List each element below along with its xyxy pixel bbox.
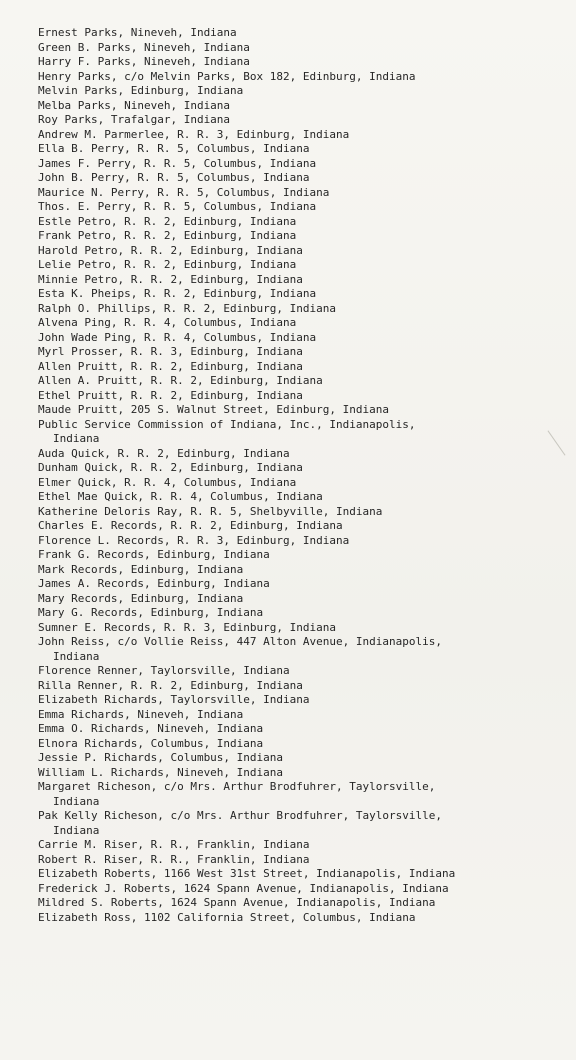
- address-entry-text: James A. Records, Edinburg, Indiana: [38, 577, 270, 590]
- address-entry: [38, 70, 568, 85]
- address-entry-text: Pak Kelly Richeson, c/o Mrs. Arthur Brodfuhrer, Taylorsville,: [38, 809, 442, 822]
- address-entry: [38, 418, 568, 447]
- address-entry: [38, 360, 568, 375]
- address-entry-text: Dunham Quick, R. R. 2, Edinburg, Indiana: [38, 461, 303, 474]
- address-entry-text: Ethel Mae Quick, R. R. 4, Columbus, Indiana: [38, 490, 323, 503]
- address-entry: [38, 157, 568, 172]
- address-entry-text: Allen A. Pruitt, R. R. 2, Edinburg, Indiana: [38, 374, 323, 387]
- address-entry: [38, 679, 568, 694]
- address-entry-text: Elizabeth Richards, Taylorsville, Indiana: [38, 693, 310, 706]
- address-entry: [38, 447, 568, 462]
- address-entry-text: Frank G. Records, Edinburg, Indiana: [38, 548, 270, 561]
- address-entry-text: John Reiss, c/o Vollie Reiss, 447 Alton Avenue, Indianapolis,: [38, 635, 442, 648]
- address-entry: [38, 171, 568, 186]
- address-entry: [38, 244, 568, 259]
- address-entry: [38, 128, 568, 143]
- address-entry: [38, 186, 568, 201]
- address-entry-text: Estle Petro, R. R. 2, Edinburg, Indiana: [38, 214, 297, 228]
- address-entry: [38, 345, 568, 360]
- address-entry-text: John Wade Ping, R. R. 4, Columbus, Indiana: [38, 330, 317, 344]
- address-entry: [38, 302, 568, 317]
- address-entry: [38, 882, 568, 897]
- address-entry: [38, 534, 568, 549]
- address-entry-text: Ella B. Perry, R. R. 5, Columbus, Indiana: [38, 142, 310, 155]
- address-entry-text: Robert R. Riser, R. R., Franklin, Indiana: [38, 852, 310, 866]
- address-entry: [38, 316, 568, 331]
- address-list: [38, 26, 568, 925]
- address-entry-text: Melba Parks, Nineveh, Indiana: [38, 98, 231, 112]
- address-entry: [38, 287, 568, 302]
- address-entry: [38, 780, 568, 809]
- address-entry-continuation: Indiana: [53, 823, 100, 837]
- address-entry: [38, 490, 568, 505]
- address-entry: [38, 737, 568, 752]
- address-entry: [38, 664, 568, 679]
- address-entry: [38, 708, 568, 723]
- address-entry: [38, 606, 568, 621]
- address-entry: [38, 389, 568, 404]
- address-entry-text: Mary Records, Edinburg, Indiana: [38, 591, 244, 605]
- address-entry: [38, 403, 568, 418]
- address-entry-text: Mary G. Records, Edinburg, Indiana: [38, 606, 264, 619]
- address-entry-text: Florence L. Records, R. R. 3, Edinburg, Indiana: [38, 533, 350, 547]
- address-entry-continuation: Indiana: [53, 794, 100, 808]
- address-entry: [38, 142, 568, 157]
- address-entry-text: Elizabeth Ross, 1102 California Street, Columbus, Indiana: [38, 910, 416, 924]
- address-entry-text: Henry Parks, c/o Melvin Parks, Box 182, Edinburg, Indiana: [38, 69, 416, 83]
- address-entry-text: Ernest Parks, Nineveh, Indiana: [38, 26, 237, 39]
- address-entry: [38, 621, 568, 636]
- address-entry-text: Ralph O. Phillips, R. R. 2, Edinburg, Indiana: [38, 301, 337, 315]
- address-entry: [38, 809, 568, 838]
- address-entry-text: Thos. E. Perry, R. R. 5, Columbus, Indiana: [38, 200, 317, 213]
- address-entry: [38, 867, 568, 882]
- address-entry: [38, 41, 568, 56]
- address-entry-text: Green B. Parks, Nineveh, Indiana: [38, 40, 250, 54]
- address-entry-text: Alvena Ping, R. R. 4, Columbus, Indiana: [38, 316, 297, 329]
- address-entry-text: Melvin Parks, Edinburg, Indiana: [38, 84, 244, 97]
- address-entry: [38, 99, 568, 114]
- address-entry-text: Katherine Deloris Ray, R. R. 5, Shelbyville, Indiana: [38, 504, 383, 518]
- address-entry-text: Lelie Petro, R. R. 2, Edinburg, Indiana: [38, 258, 297, 271]
- address-entry-continuation: Indiana: [53, 649, 100, 663]
- address-entry-text: Rilla Renner, R. R. 2, Edinburg, Indiana: [38, 678, 303, 692]
- address-entry-text: Charles E. Records, R. R. 2, Edinburg, Indiana: [38, 519, 343, 532]
- address-entry: [38, 461, 568, 476]
- address-entry: [38, 258, 568, 273]
- address-entry: [38, 751, 568, 766]
- address-entry: [38, 273, 568, 288]
- address-entry: [38, 838, 568, 853]
- address-entry-text: Harry F. Parks, Nineveh, Indiana: [38, 55, 250, 68]
- address-entry-text: Public Service Commission of Indiana, Inc., Indianapolis,: [38, 417, 416, 431]
- address-entry-text: John B. Perry, R. R. 5, Columbus, Indiana: [38, 171, 310, 184]
- address-entry: [38, 331, 568, 346]
- address-entry-text: Florence Renner, Taylorsville, Indiana: [38, 664, 290, 677]
- address-entry-text: Andrew M. Parmerlee, R. R. 3, Edinburg, Indiana: [38, 127, 350, 141]
- address-entry-continuation: Indiana: [53, 432, 100, 445]
- address-entry: [38, 766, 568, 781]
- address-entry: [38, 476, 568, 491]
- address-entry: [38, 722, 568, 737]
- address-entry-text: Esta K. Pheips, R. R. 2, Edinburg, Indiana: [38, 287, 317, 300]
- address-entry-text: Maude Pruitt, 205 S. Walnut Street, Edinburg, Indiana: [38, 403, 389, 416]
- address-entry-text: Sumner E. Records, R. R. 3, Edinburg, Indiana: [38, 620, 337, 634]
- address-entry-text: Minnie Petro, R. R. 2, Edinburg, Indiana: [38, 272, 303, 286]
- address-entry: [38, 693, 568, 708]
- address-entry-text: Maurice N. Perry, R. R. 5, Columbus, Indiana: [38, 185, 330, 199]
- address-entry: [38, 592, 568, 607]
- address-entry: [38, 215, 568, 230]
- address-entry-text: Jessie P. Richards, Columbus, Indiana: [38, 751, 284, 764]
- address-entry: [38, 200, 568, 215]
- address-entry-text: Elizabeth Roberts, 1166 West 31st Street, Indianapolis, Indiana: [38, 867, 456, 880]
- address-entry-text: Mark Records, Edinburg, Indiana: [38, 562, 244, 576]
- address-entry-text: Roy Parks, Trafalgar, Indiana: [38, 113, 231, 126]
- address-entry: [38, 55, 568, 70]
- address-entry: [38, 229, 568, 244]
- address-entry-text: Allen Pruitt, R. R. 2, Edinburg, Indiana: [38, 359, 303, 373]
- address-entry: [38, 374, 568, 389]
- address-entry-text: Carrie M. Riser, R. R., Franklin, Indiana: [38, 838, 310, 851]
- address-entry: [38, 896, 568, 911]
- address-entry: [38, 911, 568, 926]
- address-entry-text: Emma Richards, Nineveh, Indiana: [38, 707, 244, 721]
- address-entry-text: Mildred S. Roberts, 1624 Spann Avenue, Indianapolis, Indiana: [38, 896, 436, 909]
- address-entry-text: Myrl Prosser, R. R. 3, Edinburg, Indiana: [38, 345, 303, 358]
- address-entry: [38, 635, 568, 664]
- address-entry-text: Frederick J. Roberts, 1624 Spann Avenue, Indianapolis, Indiana: [38, 881, 449, 895]
- address-entry: [38, 563, 568, 578]
- address-entry: [38, 84, 568, 99]
- address-entry-text: Margaret Richeson, c/o Mrs. Arthur Brodfuhrer, Taylorsville,: [38, 780, 436, 793]
- address-entry: [38, 505, 568, 520]
- address-entry: [38, 577, 568, 592]
- address-entry-text: William L. Richards, Nineveh, Indiana: [38, 765, 284, 779]
- address-entry-text: James F. Perry, R. R. 5, Columbus, Indiana: [38, 156, 317, 170]
- address-entry: [38, 853, 568, 868]
- address-entry: [38, 548, 568, 563]
- address-entry-text: Elmer Quick, R. R. 4, Columbus, Indiana: [38, 475, 297, 489]
- address-entry-text: Frank Petro, R. R. 2, Edinburg, Indiana: [38, 229, 297, 242]
- address-entry-text: Auda Quick, R. R. 2, Edinburg, Indiana: [38, 446, 290, 460]
- address-entry-text: Ethel Pruitt, R. R. 2, Edinburg, Indiana: [38, 388, 303, 402]
- address-entry: [38, 26, 568, 41]
- address-entry-text: Elnora Richards, Columbus, Indiana: [38, 736, 264, 750]
- address-entry: [38, 519, 568, 534]
- address-entry-text: Emma O. Richards, Nineveh, Indiana: [38, 722, 264, 735]
- address-entry-text: Harold Petro, R. R. 2, Edinburg, Indiana: [38, 243, 303, 257]
- address-entry: [38, 113, 568, 128]
